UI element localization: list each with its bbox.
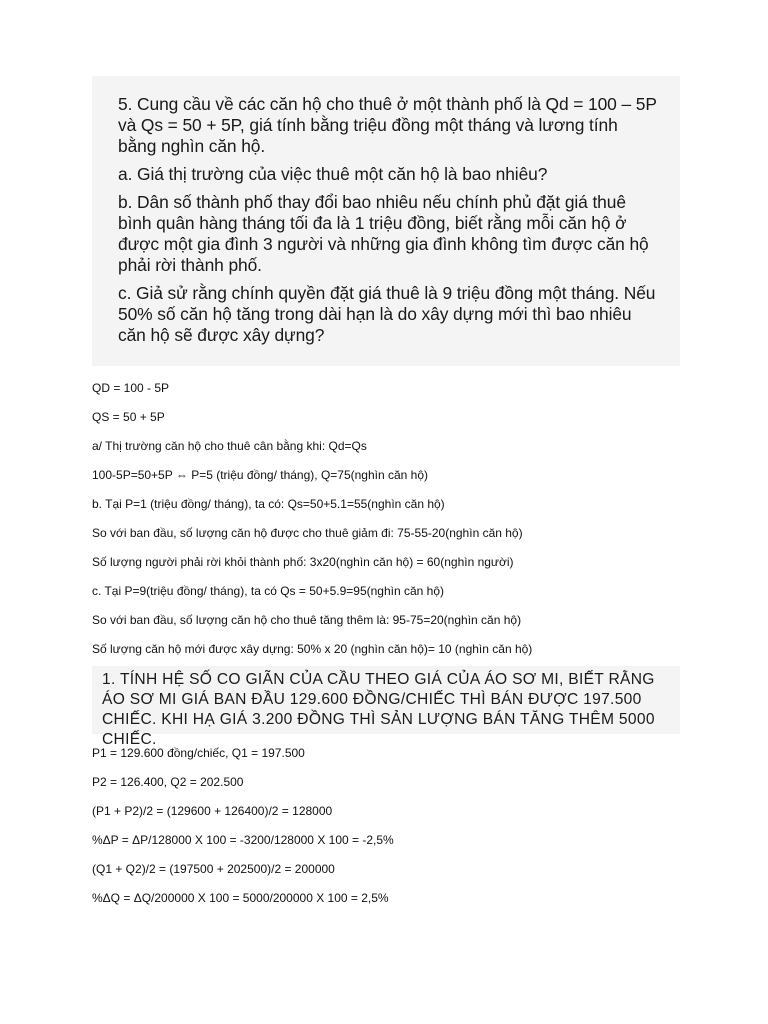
solution5-line: Số lượng căn hộ mới được xây dựng: 50% x 20 (nghìn căn hộ)= 10 (nghìn căn hộ) <box>92 642 533 656</box>
problem-5-image <box>92 76 680 366</box>
solution5-line: So với ban đầu, số lượng căn hộ cho thuê tăng thêm là: 95-75=20(nghìn căn hộ) <box>92 613 522 627</box>
solution5-line: Số lượng người phải rời khỏi thành phố: 3x20(nghìn căn hộ) = 60(nghìn người) <box>92 555 514 569</box>
problem-1-image <box>92 666 680 748</box>
solution5-line: QD = 100 - 5P <box>92 381 170 395</box>
solution5-line: b. Tại P=1 (triệu đồng/ tháng), ta có: Qs=50+5.1=55(nghìn căn hộ) <box>92 497 445 511</box>
solution5-line: QS = 50 + 5P <box>92 410 165 424</box>
solution5-line: c. Tại P=9(triệu đồng/ tháng), ta có Qs = 50+5.9=95(nghìn căn hộ) <box>92 584 445 598</box>
solution5-line: So với ban đầu, số lượng căn hộ được cho thuê giảm đi: 75-55-20(nghìn căn hộ) <box>92 526 523 540</box>
solution1-line: (Q1 + Q2)/2 = (197500 + 202500)/2 = 200000 <box>92 862 335 876</box>
solution1-line: %ΔP = ΔP/128000 X 100 = -3200/128000 X 100 = -2,5% <box>92 833 394 847</box>
problem-1-statement: 1. TÍNH HỆ SỐ CO GIÃN CỦA CẦU THEO GIÁ CỦA ÁO SƠ MI, BIẾT RẰNG ÁO SƠ MI GIÁ BAN ĐẦU 129.600 ĐỒNG/CHIẾC THÌ BÁN ĐƯỢC 197.500 CHIẾC. KHI HẠ GIÁ 3.200 ĐỒNG THÌ SẢN LƯỢNG BÁN TĂNG THÊM 5000 CHIẾC. <box>102 671 655 748</box>
solution1-line: (P1 + P2)/2 = (129600 + 126400)/2 = 128000 <box>92 804 333 818</box>
problem-5-question-c: c. Giả sử rằng chính quyền đặt giá thuê là 9 triệu đồng một tháng. Nếu 50% số căn hộ tăng trong dài hạn là do xây dựng mới thì bao nhiêu căn hộ sẽ được xây dựng? <box>118 283 656 345</box>
solution1-line: P1 = 129.600 đồng/chiếc, Q1 = 197.500 <box>92 746 305 760</box>
problem-5-question-a: a. Giá thị trường của việc thuê một căn hộ là bao nhiêu? <box>118 164 548 184</box>
solution5-line: 100-5P=50+5P ⇔ P=5 (triệu đồng/ tháng), Q=75(nghìn căn hộ) <box>92 468 429 482</box>
problem-5-question-b: b. Dân số thành phố thay đổi bao nhiêu nếu chính phủ đặt giá thuê bình quân hàng tháng tối đa là 1 triệu đồng, biết rằng mỗi căn hộ ở được một gia đình 3 người và những gia đình không tìm được căn hộ phải rời thành phố. <box>118 192 649 275</box>
solution1-line: P2 = 126.400, Q2 = 202.500 <box>92 775 244 789</box>
solution1-line: %ΔQ = ΔQ/200000 X 100 = 5000/200000 X 100 = 2,5% <box>92 891 389 905</box>
solution5-line: a/ Thị trường căn hộ cho thuê cân bằng khi: Qd=Qs <box>92 439 367 453</box>
problem-5-statement: 5. Cung cầu về các căn hộ cho thuê ở một thành phố là Qd = 100 – 5P và Qs = 50 + 5P, giá tính bằng triệu đồng một tháng và lương tính bằng nghìn căn hộ. <box>118 94 657 156</box>
